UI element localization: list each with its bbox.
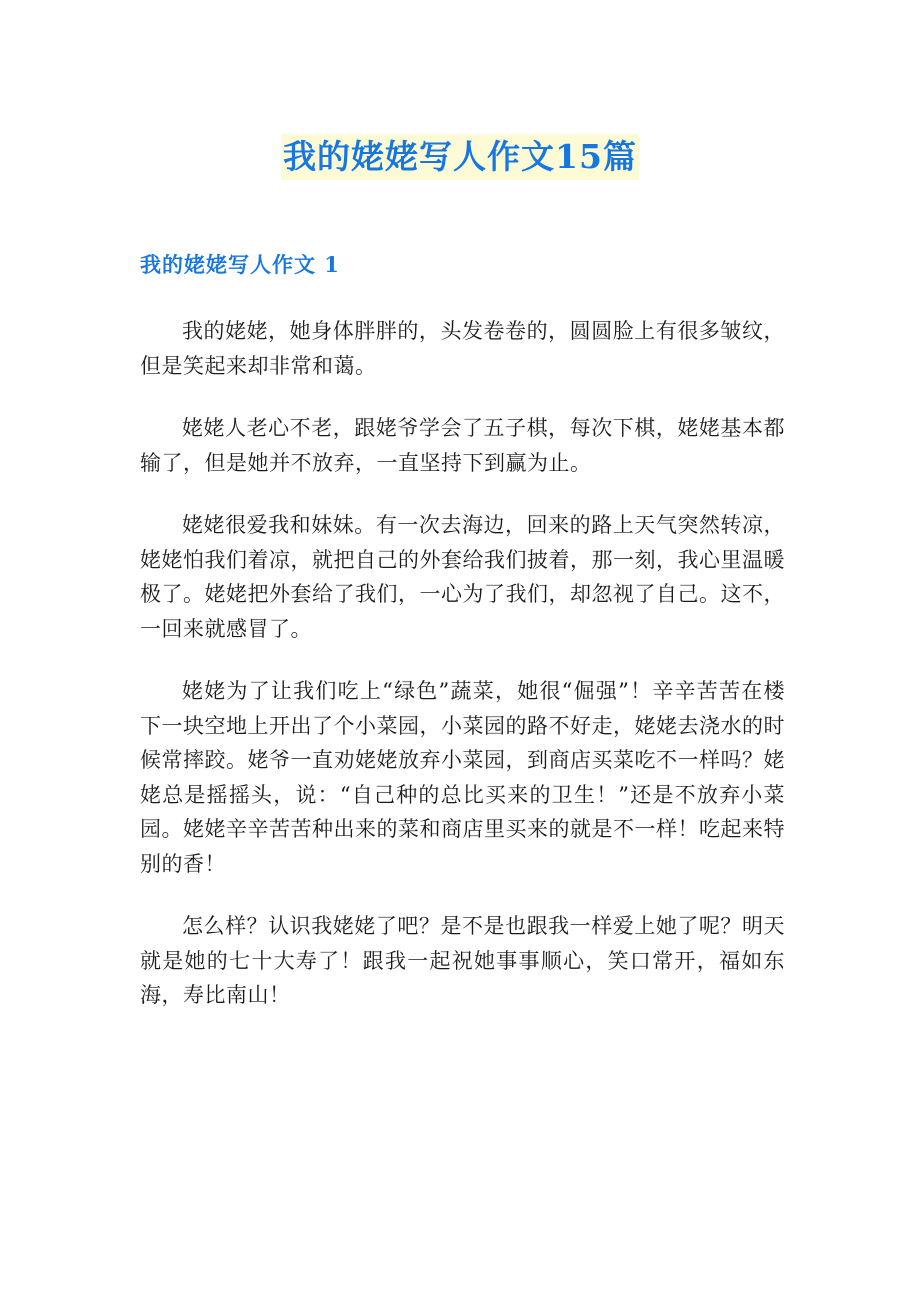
section-heading: 我的姥姥写人作文 1 (140, 252, 340, 277)
document-title: 我的姥姥写人作文15篇 (281, 134, 639, 180)
title-container (0, 134, 920, 180)
paragraph-2: 姥姥人老心不老，跟姥爷学会了五子棋，每次下棋，姥姥基本都输了，但是她并不放弃，一直坚持下到赢为止。 (140, 416, 785, 475)
paragraph-1: 我的姥姥，她身体胖胖的，头发卷卷的，圆圆脸上有很多皱纹，但是笑起来却非常和蔼。 (140, 319, 785, 378)
paragraph-4: 姥姥为了让我们吃上“绿色”蔬菜，她很“倔强”！辛辛苦苦在楼下一块空地上开出了个小菜园，小菜园的路不好走，姥姥去浇水的时候常摔跤。姥爷一直劝姥姥放弃小菜园，到商店买菜吃不一样吗？姥姥总是摇摇头，说：“自己种的总比买来的卫生！”还是不放弃小菜园。姥姥辛辛苦苦种出来的菜和商店里买来的就是不一样！吃起来特别的香！ (140, 679, 785, 876)
paragraph-3: 姥姥很爱我和妹妹。有一次去海边，回来的路上天气突然转凉，姥姥怕我们着凉，就把自己的外套给我们披着，那一刻，我心里温暖极了。姥姥把外套给了我们，一心为了我们，却忽视了自己。这不，一回来就感冒了。 (140, 513, 785, 641)
article-body (140, 314, 785, 1041)
paragraph-5: 怎么样？认识我姥姥了吧？是不是也跟我一样爱上她了呢？明天就是她的七十大寿了！跟我一起祝她事事顺心，笑口常开，福如东海，寿比南山！ (140, 914, 785, 1007)
